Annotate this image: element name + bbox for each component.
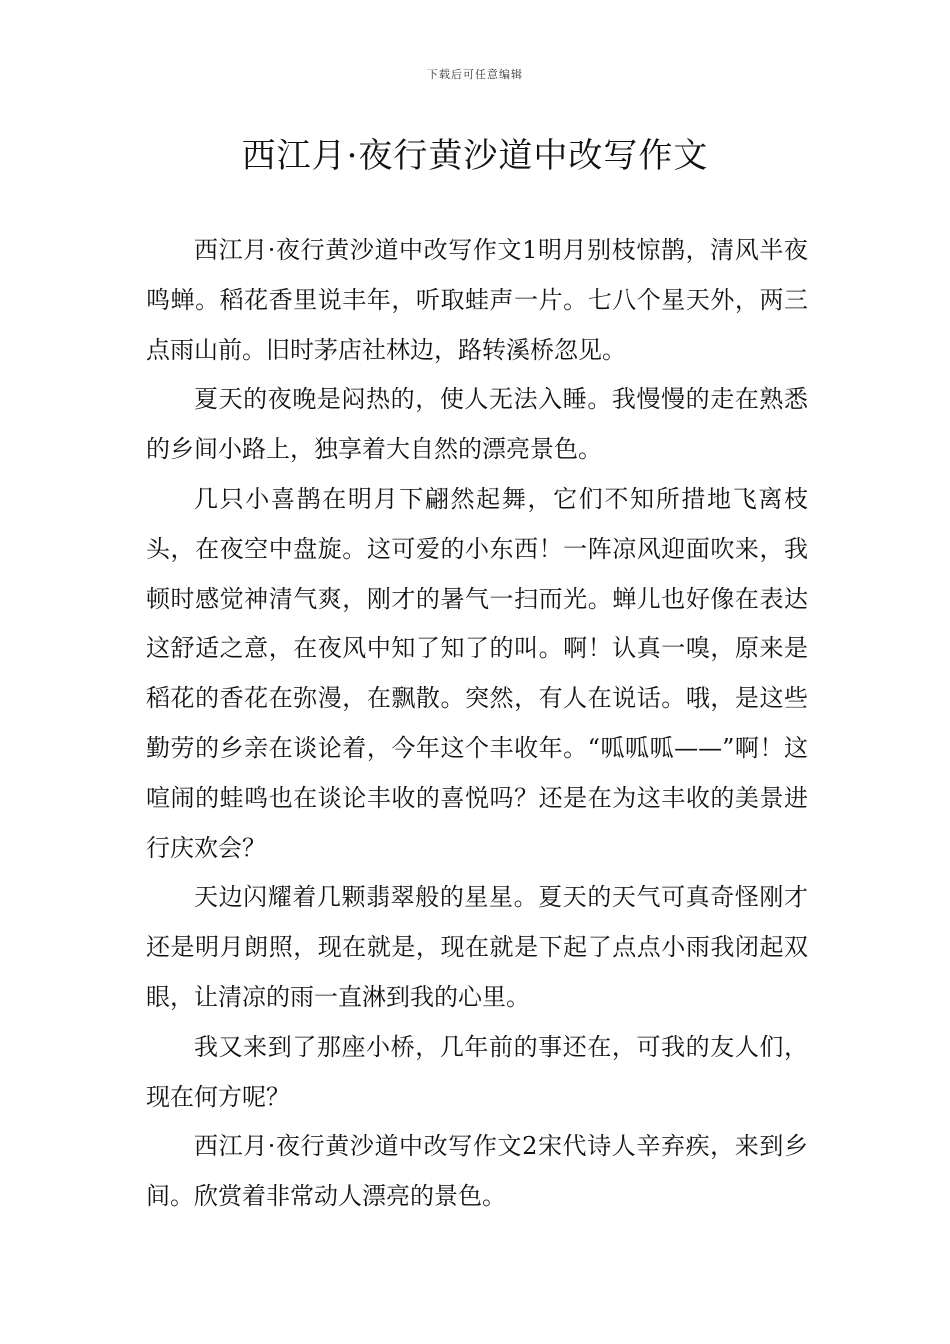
document-body	[146, 226, 808, 1222]
paragraph: 我又来到了那座小桥，几年前的事还在，可我的友人们，现在何方呢？	[146, 1032, 808, 1111]
paragraph: 西江月·夜行黄沙道中改写作文1明月别枝惊鹊，清风半夜鸣蝉。稻花香里说丰年，听取蛙声一片。七八个星天外，两三点雨山前。旧时茅店社林边，路转溪桥忽见。	[146, 236, 808, 364]
paragraph: 天边闪耀着几颗翡翠般的星星。夏天的天气可真奇怪刚才还是明月朗照，现在就是，现在就是下起了点点小雨我闭起双眼，让清凉的雨一直淋到我的心里。	[146, 883, 808, 1011]
document-title: 西江月·夜行黄沙道中改写作文	[241, 136, 709, 176]
paragraph: 西江月·夜行黄沙道中改写作文2宋代诗人辛弃疾，来到乡间。欣赏着非常动人漂亮的景色。	[146, 1132, 808, 1211]
paragraph: 几只小喜鹊在明月下翩然起舞，它们不知所措地飞离枝头，在夜空中盘旋。这可爱的小东西！一阵凉风迎面吹来，我顿时感觉神清气爽，刚才的暑气一扫而光。蝉儿也好像在表达这舒适之意，在夜风中知了知了的叫。啊！认真一嗅，原来是稻花的香花在弥漫，在飘散。突然，有人在说话。哦，是这些勤劳的乡亲在谈论着，今年这个丰收年。“呱呱呱——”啊！这喧闹的蛙鸣也在谈论丰收的喜悦吗？还是在为这丰收的美景进行庆欢会？	[146, 484, 808, 862]
header-note: 下载后可任意编辑	[427, 68, 523, 81]
paragraph: 夏天的夜晚是闷热的，使人无法入睡。我慢慢的走在熟悉的乡间小路上，独享着大自然的漂亮景色。	[146, 385, 808, 464]
